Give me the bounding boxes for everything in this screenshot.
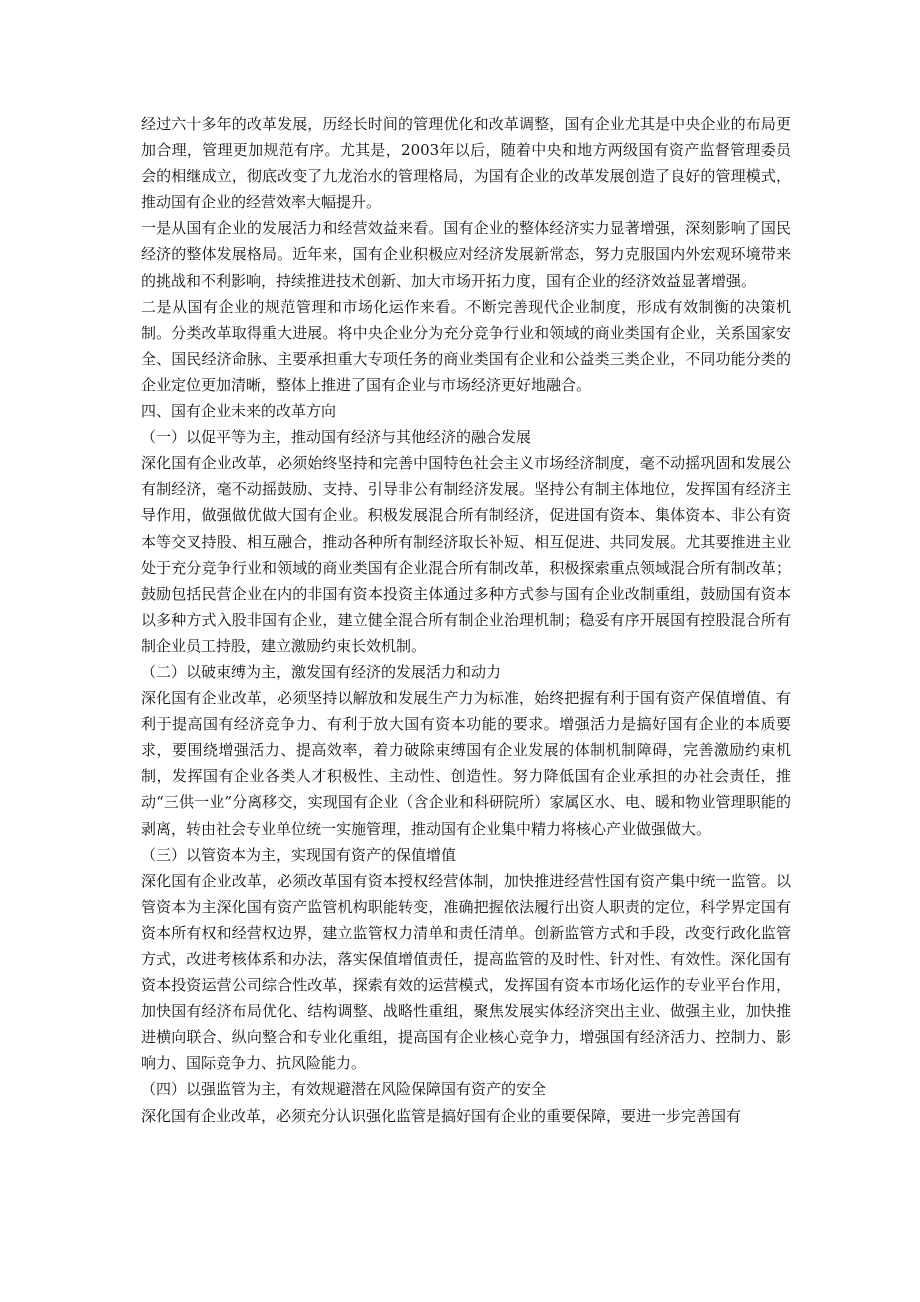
document-body bbox=[141, 111, 791, 1129]
paragraph-reform-overview: 经过六十多年的改革发展，历经长时间的管理优化和改革调整，国有企业尤其是中央企业的布局更加合理，管理更加规范有序。尤其是，2003年以后，随着中央和地方两级国有资产监督管理委员会的相继成立，彻底改变了九龙治水的管理格局，为国有企业的改革发展创造了良好的管理模式，推动国有企业的经营效率大幅提升。 bbox=[141, 115, 791, 212]
subheading-strengthen-supervision: （四）以强监管为主，有效规避潜在风险保障国有资产的安全 bbox=[141, 1080, 547, 1099]
subheading-break-constraints: （二）以破束缚为主，激发国有经济的发展活力和动力 bbox=[141, 662, 502, 681]
paragraph-vitality-efficiency: 一是从国有企业的发展活力和经营效益来看。国有企业的整体经济实力显著增强，深刻影响了国民经济的整体发展格局。近年来，国有企业积极应对经济发展新常态，努力克服国内外宏观环境带来的挑战和不利影响，持续推进技术创新、加大市场开拓力度，国有企业的经济效益显著增强。 bbox=[141, 219, 791, 290]
subheading-promote-equality: （一）以促平等为主，推动国有经济与其他经济的融合发展 bbox=[141, 428, 532, 447]
subheading-manage-capital: （三）以管资本为主，实现国有资产的保值增值 bbox=[141, 845, 457, 864]
paragraph-standard-management: 二是从国有企业的规范管理和市场化运作来看。不断完善现代企业制度，形成有效制衡的决策机制。分类改革取得重大进展。将中央企业分为充分竞争行业和领域的商业类国有企业，关系国家安全、国民经济命脉、主要承担重大专项任务的商业类国有企业和公益类三类企业，不同功能分类的企业定位更加清晰，整体上推进了国有企业与市场经济更好地融合。 bbox=[141, 297, 791, 394]
paragraph-vitality-incentives: 深化国有企业改革，必须坚持以解放和发展生产力为标准，始终把握有利于国有资产保值增值、有利于提高国有经济竞争力、有利于放大国有资本功能的要求。增强活力是搞好国有企业的本质要求，要围绕增强活力、提高效率，着力破除束缚国有企业发展的体制机制障碍，完善激励约束机制，发挥国有企业各类人才积极性、主动性、创造性。努力降低国有企业承担的办社会责任，推动“三供一业”分离移交，实现国有企业（含企业和科研院所）家属区水、电、暖和物业管理职能的剥离，转由社会专业单位统一实施管理，推动国有企业集中精力将核心产业做强做大。 bbox=[141, 689, 791, 838]
paragraph-mixed-ownership: 深化国有企业改革，必须始终坚持和完善中国特色社会主义市场经济制度，毫不动摇巩固和发展公有制经济，毫不动摇鼓励、支持、引导非公有制经济发展。坚持公有制主体地位，发挥国有经济主导作用，做强做优做大国有企业。积极发展混合所有制经济，促进国有资本、集体资本、非公有资本等交叉持股、相互融合，推动各种所有制经济取长补短、相互促进、共同发展。尤其要推进主业处于充分竞争行业和领域的商业类国有企业混合所有制改革，积极探索重点领域混合所有制改革；鼓励包括民营企业在内的非国有资本投资主体通过多种方式参与国有企业改制重组，鼓励国有资本以多种方式入股非国有企业，建立健全混合所有制企业治理机制；稳妥有序开展国有控股混合所有制企业员工持股，建立激励约束长效机制。 bbox=[141, 454, 791, 655]
paragraph-capital-supervision: 深化国有企业改革，必须改革国有资本授权经营体制，加快推进经营性国有资产集中统一监管。以管资本为主深化国有资产监管机构职能转变，准确把握依法履行出资人职责的定位，科学界定国有资本所有权和经营权边界，建立监管权力清单和责任清单。创新监管方式和手段，改变行政化监管方式，改进考核体系和办法，落实保值增值责任，提高监管的及时性、针对性、有效性。深化国有资本投资运营公司综合性改革，探索有效的运营模式，发挥国有资本市场化运作的专业平台作用，加快国有经济布局优化、结构调整、战略性重组，聚焦发展实体经济突出主业、做强主业，加快推进横向联合、纵向整合和专业化重组，提高国有企业核心竞争力，增强国有经济活力、控制力、影响力、国际竞争力、抗风险能力。 bbox=[141, 871, 791, 1073]
section-heading-reform-direction: 四、国有企业未来的改革方向 bbox=[141, 402, 337, 421]
paragraph-supervision-safety: 深化国有企业改革，必须充分认识强化监管是搞好国有企业的重要保障，要进一步完善国有 bbox=[141, 1106, 742, 1125]
